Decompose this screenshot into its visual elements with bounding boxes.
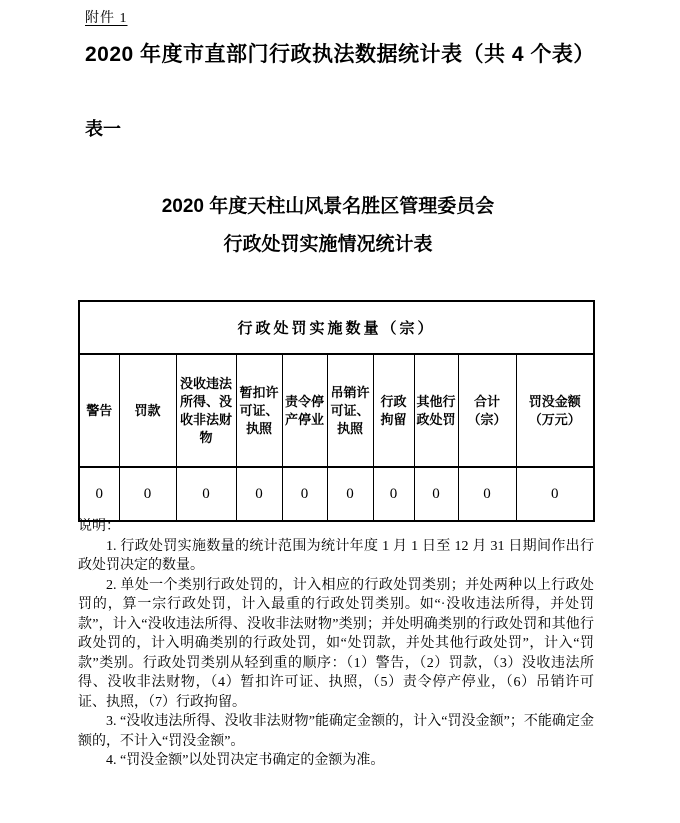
value-cell-warning: 0 — [79, 467, 119, 521]
value-cell-confiscation: 0 — [176, 467, 236, 521]
note-item-4: 4. “罚没金额”以处罚决定书确定的金额为准。 — [106, 753, 385, 768]
notes-heading: 说明： — [78, 519, 120, 534]
column-header-amount: 罚没金额（万元） — [516, 354, 594, 467]
punishment-stats-table — [78, 300, 595, 522]
column-header-row — [79, 354, 594, 467]
subtitle-org-line: 2020 年度天柱山风景名胜区管理委员会 — [161, 196, 495, 217]
table-title-row — [79, 301, 594, 354]
column-header-total: 合计（宗） — [458, 354, 516, 467]
note-item-3: 3. “没收违法所得、没收非法财物”能确定金额的，计入“罚没金额”；不能确定金额的，不计入“罚没金额”。 — [78, 714, 594, 749]
note-item-1: 1. 行政处罚实施数量的统计范围为统计年度 1 月 1 日至 12 月 31 日期间作出行政处罚决定的数量。 — [78, 538, 594, 573]
column-header-warning: 警告 — [79, 354, 119, 467]
column-header-other-punishment: 其他行政处罚 — [414, 354, 458, 467]
value-row — [79, 467, 594, 521]
document-title: 2020 年度市直部门行政执法数据统计表（共 4 个表） — [85, 43, 595, 66]
table-one-label: 表一 — [85, 119, 121, 139]
value-cell-fine: 0 — [119, 467, 176, 521]
value-cell-halt-business: 0 — [282, 467, 327, 521]
column-header-suspend-license: 暂扣许可证、执照 — [236, 354, 282, 467]
subtitle-table-name-line: 行政处罚实施情况统计表 — [223, 234, 433, 255]
value-cell-suspend-license: 0 — [236, 467, 282, 521]
notes-section — [78, 517, 594, 771]
table-subtitle — [0, 188, 656, 264]
table-title-cell: 行政处罚实施数量（宗） — [79, 301, 594, 354]
attachment-label: 附件 1 — [85, 11, 128, 26]
value-cell-other-punishment: 0 — [414, 467, 458, 521]
column-header-detention: 行政拘留 — [373, 354, 414, 467]
value-cell-detention: 0 — [373, 467, 414, 521]
column-header-confiscation: 没收违法所得、没收非法财物 — [176, 354, 236, 467]
column-header-halt-business: 责令停产停业 — [282, 354, 327, 467]
column-header-revoke-license: 吊销许可证、执照 — [327, 354, 373, 467]
value-cell-revoke-license: 0 — [327, 467, 373, 521]
value-cell-total: 0 — [458, 467, 516, 521]
column-header-fine: 罚款 — [119, 354, 176, 467]
value-cell-amount: 0 — [516, 467, 594, 521]
note-item-2: 2. 单处一个类别行政处罚的，计入相应的行政处罚类别；并处两种以上行政处罚的，算一宗行政处罚，计入最重的行政处罚类别。如“·没收违法所得，并处罚款”，计入“没收违法所得、没收非法财物”类别；并处明确类别的行政处罚和其他行政处罚的，计入明确类别的行政处罚，如“处罚款，并处其他行政处罚”，计入“罚款”类别。行政处罚类别从轻到重的顺序：（1）警告，（2）罚款，（3）没收违法所得、没收非法财物，（4）暂扣许可证、执照，（5）责令停产停业，（6）吊销许可证、执照，（7）行政拘留。 — [78, 577, 594, 710]
